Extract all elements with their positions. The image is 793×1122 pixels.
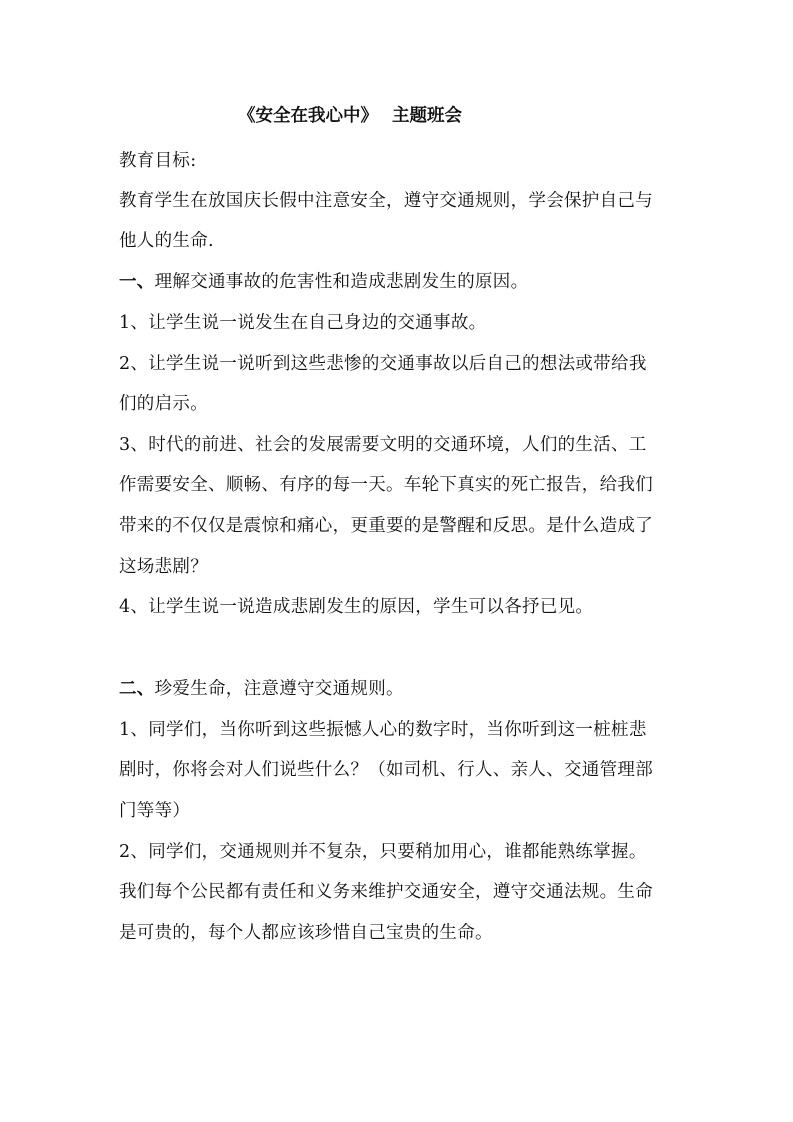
section1-line: 带来的不仅仅是震惊和痛心，更重要的是警醒和反思。是什么造成了	[119, 516, 653, 536]
section2-heading	[119, 677, 404, 701]
objective-line: 教育学生在放国庆长假中注意安全，遵守交通规则，学会保护自己与	[119, 191, 653, 211]
section2-line: 我们每个公民都有责任和义务来维护交通安全，遵守交通法规。生命	[119, 882, 653, 902]
section1-line: 作需要安全、顺畅、有序的每一天。车轮下真实的死亡报告，给我们	[119, 475, 653, 495]
page-title	[238, 104, 462, 128]
title-book-name: 《安全在我心中》	[238, 106, 378, 126]
section2-line: 是可贵的，每个人都应该珍惜自己宝贵的生命。	[119, 923, 493, 943]
section1-number: 一、	[119, 272, 155, 292]
section1-line: 4、让学生说一说造成悲剧发生的原因，学生可以各抒已见。	[119, 597, 594, 617]
section2-line: 剧时，你将会对人们说些什么？（如司机、行人、亲人、交通管理部	[119, 760, 653, 780]
section1-line: 3、时代的前进、社会的发展需要文明的交通环境，人们的生活、工	[119, 435, 647, 455]
title-topic: 主题班会	[392, 106, 462, 126]
section1-line: 2、让学生说一说听到这些悲惨的交通事故以后自己的想法或带给我	[119, 354, 647, 374]
objective-line: 他人的生命.	[119, 231, 214, 251]
section2-heading-text: 珍爱生命，注意遵守交通规则。	[154, 679, 404, 699]
section1-line: 们的启示。	[119, 394, 208, 414]
section2-line: 门等等）	[119, 801, 191, 821]
section2-number: 二、	[119, 679, 155, 699]
section1-heading	[119, 270, 528, 294]
section1-heading-text: 理解交通事故的危害性和造成悲剧发生的原因。	[154, 272, 529, 292]
section2-line: 2、同学们，交通规则并不复杂，只要稍加用心，谁都能熟练掌握。	[119, 842, 647, 862]
section2-line: 1、同学们，当你听到这些振憾人心的数字时，当你听到这一桩桩悲	[119, 720, 647, 740]
objective-heading: 教育目标:	[119, 151, 197, 171]
section1-line: 这场悲剧？	[119, 557, 208, 577]
section1-line: 1、让学生说一说发生在自己身边的交通事故。	[119, 313, 487, 333]
